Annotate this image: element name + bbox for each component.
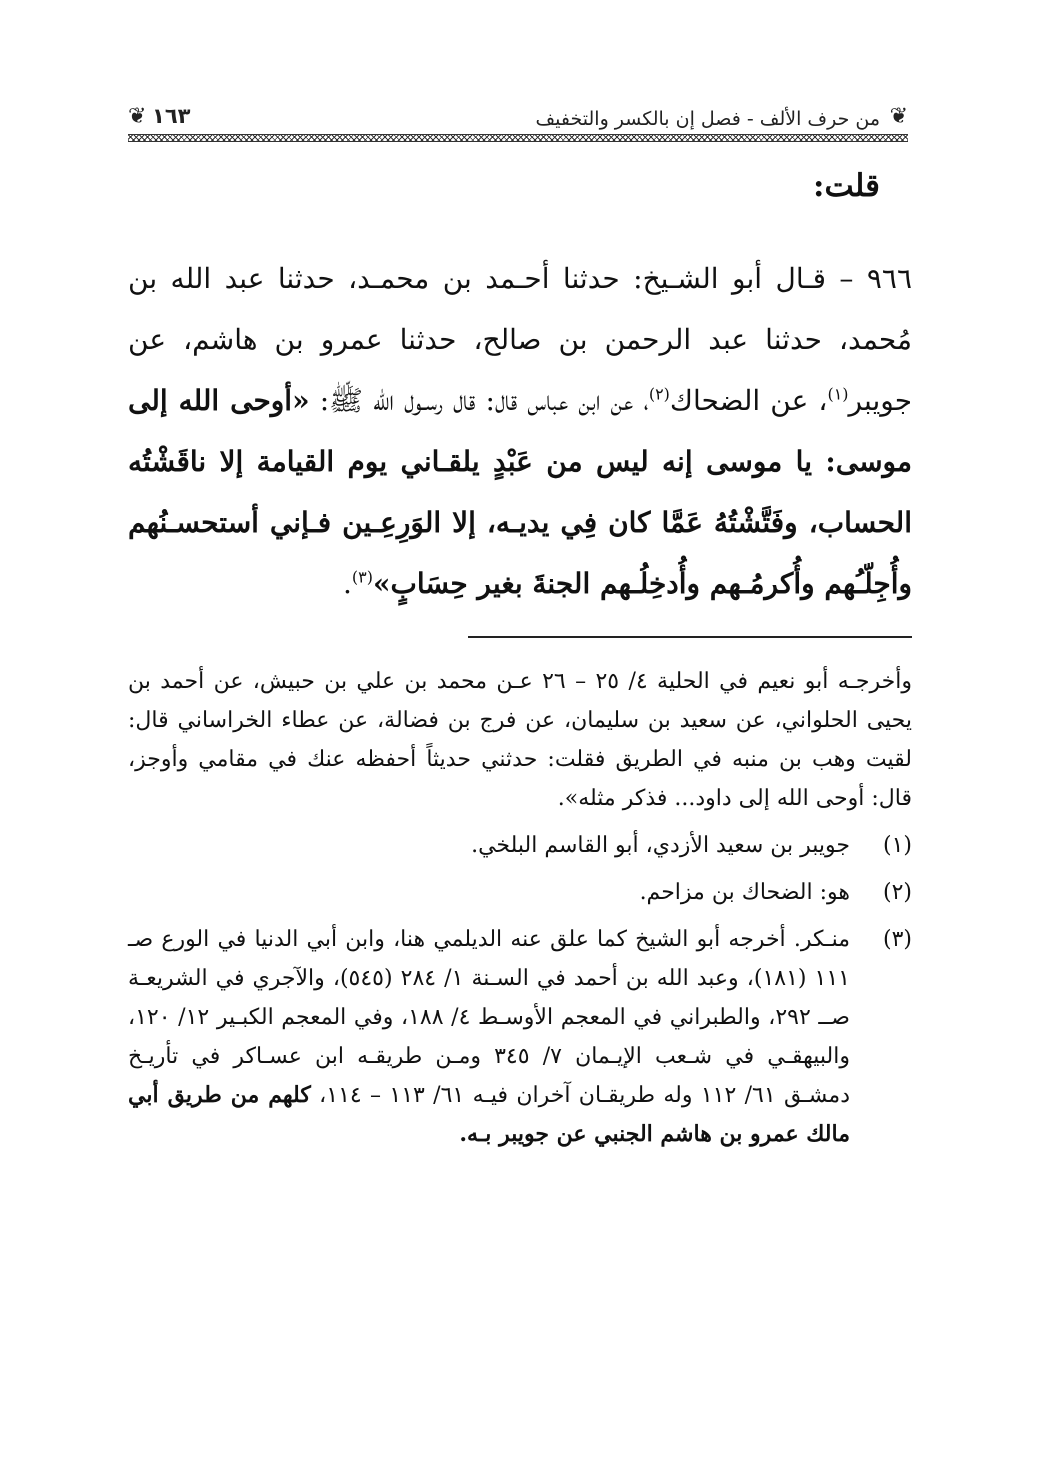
footnote-ref-2[interactable]: (٢): [648, 384, 670, 404]
footnote-separator: [468, 636, 912, 638]
footnote-ref-3[interactable]: (٣): [351, 567, 373, 587]
footnote-item: [128, 920, 912, 1154]
footnotes: [128, 662, 912, 1154]
footnote-text-conclusion: كلهم من طريق أبي مالك عمرو بن هاشم الجنبي عن جويبر بـه.: [128, 1082, 850, 1147]
isnad-text: ، عن الضحاك: [669, 384, 828, 417]
header-title: من حرف الألف - فصل إن بالكسر والتخفيف: [535, 108, 880, 130]
header-rule: [128, 134, 908, 142]
footnote-text: هو: الضحاك بن مزاحم.: [639, 880, 850, 905]
hadith-matn: «أوحى الله إلى موسى: يا موسى إنه ليس من عَبْدٍ يلقـاني يوم القيامة إلا ناقَشْتُه الحساب، وفَتَّشْتُهُ عَمَّا كان فِي يديـه، إلا الوَرِعِـين فـإني أستحسـنُهم وأُجِلّـُهم وأُكرمُـهم وأُدخِلُـهم الجنةَ بغير حِسَابٍ»: [128, 384, 912, 600]
footnote-text-main: منـكر. أخرجه أبو الشيخ كما علق عنه الديلمي هنا، وابن أبي الدنيا في الورع صـ ١١١ (١٨١)، وعبد الله بن أحمد في السـنة ١/ ٢٨٤ (٥٤٥)، والآجري في الشريعـة صــ ٢٩٢، والطبراني في المعجم الأوسـط ٤/ ١٨٨، وفي المعجم الكبـير ١٢/ ١٢٠، والبيهقـي في شـعب الإيـمان ٧/ ٣٤٥ ومـن طريقـه ابن عسـاكر في تأريـخ دمشـق ٦١/ ١١٢ وله طريقـان آخران فيـه ٦١/ ١١٣ – ١١٤،: [128, 927, 851, 1108]
ornament-icon: ❦: [128, 104, 147, 129]
footnote-number: (٢): [882, 880, 912, 905]
footnote-number: (١): [882, 833, 912, 858]
isnad-text: ، عن ابن عباس قال: قال رسـول الله ﷺ:: [319, 384, 649, 417]
sentence-end: .: [343, 567, 352, 600]
page-number: ١٦٣: [152, 104, 191, 128]
footnote-text: جويبر بن سعيد الأزدي، أبو القاسم البلخي.: [471, 833, 850, 858]
section-heading: قلت:: [813, 168, 880, 204]
footnote-item: [128, 826, 912, 865]
footnote-number: (٣): [882, 927, 912, 952]
isnad-text: ٩٦٦ – قـال أبو الشـيخ: حدثنا أحـمد بن محمـد، حدثنا عبد الله بن مُحمد، حدثنا عبد الرحمن بن صالح، حدثنا عمرو بن هاشم، عن جويبر: [128, 262, 913, 417]
footnote-continuation: وأخرجـه أبو نعيم في الحلية ٤/ ٢٥ – ٢٦ عـن محمد بن علي بن حبيش، عن أحمد بن يحيى الحلواني، عن سعيد بن سليمان، عن فرج بن فضالة، عن عطاء الخراساني قال: لقيت وهب بن منبه في الطريق فقلت: حدثني حديثاً أحفظه عنك في مقامي وأوجز، قال: أوحى الله إلى داود... فذكر مثله».: [128, 669, 913, 811]
ornament-icon: ❦: [889, 104, 908, 129]
footnote-item: [128, 873, 912, 912]
hadith-paragraph: [128, 248, 912, 614]
footnote-text: [128, 920, 850, 1154]
footnote-ref-1[interactable]: (١): [827, 384, 849, 404]
running-header: [128, 104, 908, 138]
main-text: [128, 248, 912, 614]
